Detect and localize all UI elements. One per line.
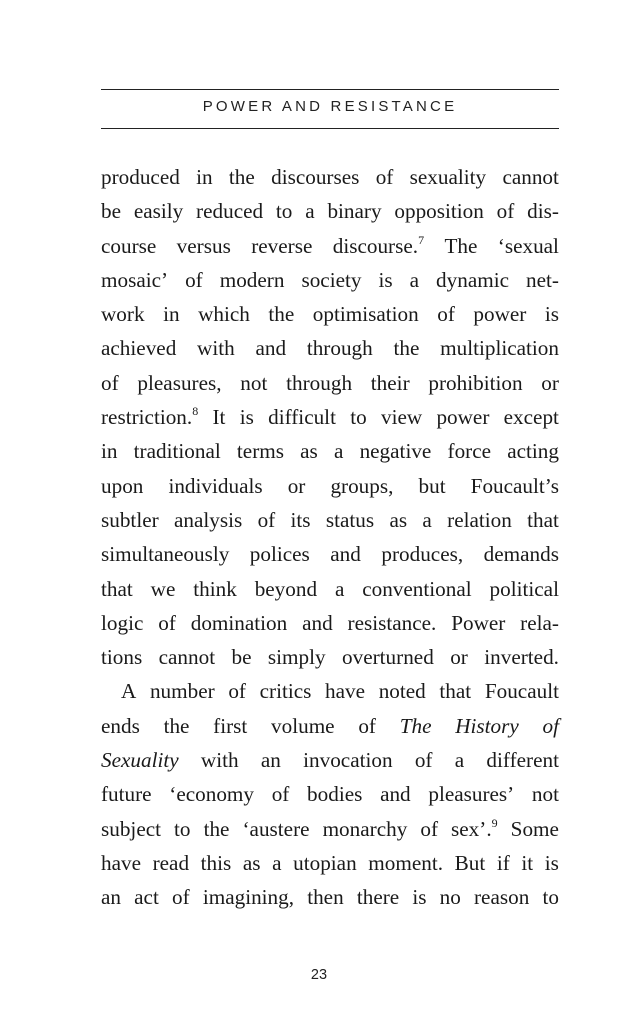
word: or (287, 473, 306, 498)
word: analysis (173, 507, 243, 532)
word: monarchy (322, 816, 408, 841)
word: of (420, 816, 438, 841)
word: a (454, 748, 465, 773)
word: domination (190, 610, 288, 635)
word: negative (359, 439, 432, 464)
word: in (101, 439, 118, 464)
word: as (389, 507, 408, 532)
word: a (305, 199, 315, 224)
word: Power (451, 610, 506, 635)
word: of (185, 267, 203, 292)
word: a (409, 267, 420, 292)
text-line (101, 743, 559, 777)
word: easily (133, 199, 184, 224)
word: not (531, 782, 559, 807)
text-line (101, 640, 559, 674)
word: or (450, 645, 468, 670)
word-with-footnote (333, 229, 424, 263)
word: ‘economy (169, 782, 255, 807)
word: except (503, 405, 559, 430)
word: as (242, 850, 261, 875)
word: tions (101, 645, 143, 670)
word: is (412, 885, 427, 910)
word: subject (101, 816, 162, 841)
word: with (200, 748, 239, 773)
word: cannot (502, 165, 559, 189)
text-line (101, 846, 559, 880)
body-text (101, 160, 559, 915)
word: of (228, 679, 246, 704)
word: to (350, 405, 367, 430)
word: acting (507, 439, 559, 464)
word: binary (327, 199, 382, 224)
word: traditional (133, 439, 221, 464)
word: we (150, 576, 176, 601)
word: or (541, 370, 559, 395)
text-line (101, 777, 559, 811)
word: the (163, 713, 190, 738)
word: think (193, 576, 237, 601)
word: discourses (271, 165, 360, 189)
word: net- (526, 267, 559, 292)
word: bodies (307, 782, 363, 807)
word: critics (259, 679, 312, 704)
word: modern (219, 267, 285, 292)
word: the (268, 302, 295, 327)
word: and (380, 782, 411, 807)
word: cannot (158, 645, 216, 670)
word: multiplication (440, 336, 559, 361)
word: this (200, 850, 232, 875)
text-line (101, 331, 559, 365)
text-line (101, 297, 559, 331)
word: society (301, 267, 362, 292)
word: the (203, 816, 230, 841)
word: demands (483, 542, 559, 567)
word: inverted. (484, 645, 559, 670)
text-line (101, 537, 559, 571)
word: versus (176, 233, 231, 258)
word: if (496, 850, 510, 875)
word: number (149, 679, 215, 704)
word: reduced (196, 199, 264, 224)
word: act (134, 885, 159, 910)
word: be (101, 199, 121, 224)
word: terms (236, 439, 284, 464)
word: dynamic (436, 267, 509, 292)
word: beyond (254, 576, 318, 601)
word: in (196, 165, 213, 189)
word: noted (378, 679, 426, 704)
word: of (437, 302, 455, 327)
italic-word: The (399, 713, 432, 738)
word: of (375, 165, 394, 189)
word: mosaic’ (101, 267, 169, 292)
word: is (544, 850, 559, 875)
word: Some (510, 816, 559, 841)
word: the (228, 165, 255, 189)
word: but (418, 473, 446, 498)
text-line (101, 812, 559, 846)
word: resistance. (347, 610, 437, 635)
word: to (174, 816, 191, 841)
word: its (290, 507, 311, 532)
word: it (521, 850, 534, 875)
word: Foucault (484, 679, 559, 704)
word: and (255, 336, 287, 361)
word: relation (447, 507, 512, 532)
word: individuals (168, 473, 263, 498)
word: a (333, 439, 344, 464)
word: restriction. (101, 405, 193, 430)
word: overturned (342, 645, 434, 670)
word: of (158, 610, 176, 635)
page-number: 23 (310, 967, 328, 983)
word: no (439, 885, 461, 910)
word: is (544, 302, 559, 327)
word: of (496, 199, 515, 224)
text-line (101, 160, 559, 194)
word: reverse (251, 233, 313, 258)
word: subtler (101, 507, 159, 532)
italic-word: Sexuality (101, 748, 179, 773)
word: that (439, 679, 472, 704)
word: to (275, 199, 293, 224)
word: imagining, (202, 885, 295, 910)
word: force (447, 439, 492, 464)
word: have (101, 850, 141, 875)
word: then (307, 885, 344, 910)
word: upon (101, 473, 144, 498)
word: an (260, 748, 281, 773)
word: utopian (293, 850, 357, 875)
text-line (101, 400, 559, 434)
header-top-rule (101, 89, 559, 90)
text-line (101, 880, 559, 914)
word: is (378, 267, 393, 292)
word: power (436, 405, 490, 430)
word: rela- (520, 610, 559, 635)
word: future (101, 782, 152, 807)
word: achieved (101, 336, 177, 361)
word: have (325, 679, 366, 704)
word: a (272, 850, 282, 875)
text-line (101, 194, 559, 228)
word: that (527, 507, 559, 532)
word: with (197, 336, 235, 361)
word: reason (474, 885, 530, 910)
word: ‘sexual (497, 233, 559, 258)
word: course (101, 233, 157, 258)
word: as (300, 439, 318, 464)
word: produced (101, 165, 180, 189)
word: of (271, 782, 290, 807)
word: of (172, 885, 190, 910)
word: prohibition (428, 370, 523, 395)
word: sexuality (409, 165, 487, 189)
word: read (152, 850, 190, 875)
text-line (101, 606, 559, 640)
word: Foucault’s (470, 473, 559, 498)
footnote-marker: 7 (418, 232, 425, 247)
word: simply (267, 645, 326, 670)
text-line (101, 366, 559, 400)
word: moment. (368, 850, 444, 875)
word: The (444, 233, 478, 258)
word: But (454, 850, 486, 875)
running-header: POWER AND RESISTANCE (202, 98, 458, 115)
word: a (422, 507, 432, 532)
word: volume (271, 713, 335, 738)
word: and (302, 610, 333, 635)
word: A (121, 679, 137, 704)
word: of (358, 713, 376, 738)
word: difficult (268, 405, 336, 430)
word: of (257, 507, 276, 532)
text-line (101, 503, 559, 537)
word: opposition (394, 199, 484, 224)
word: of (414, 748, 433, 773)
word: status (325, 507, 375, 532)
word: through (306, 336, 373, 361)
word: conventional (362, 576, 472, 601)
word: groups, (330, 473, 394, 498)
word: an (101, 885, 121, 910)
word: be (231, 645, 252, 670)
word: a (334, 576, 345, 601)
word: their (370, 370, 410, 395)
word: power (473, 302, 527, 327)
word: first (213, 713, 248, 738)
word: to (542, 885, 559, 910)
word: invocation (303, 748, 393, 773)
word: of (101, 370, 119, 395)
footnote-marker: 8 (192, 404, 199, 419)
word: is (239, 405, 254, 430)
word: there (356, 885, 400, 910)
word: sex’. (451, 816, 492, 841)
word: It (212, 405, 226, 430)
word: work (101, 302, 145, 327)
text-line (101, 674, 559, 708)
word: not (240, 370, 268, 395)
footnote-marker: 9 (491, 815, 498, 830)
text-line (101, 434, 559, 468)
word: dis- (527, 199, 559, 224)
word: ends (101, 713, 140, 738)
word: polices (249, 542, 310, 567)
word: discourse. (332, 233, 419, 258)
text-line (101, 229, 559, 263)
word: in (163, 302, 180, 327)
header-bottom-rule (101, 128, 559, 129)
word-with-footnote (101, 400, 198, 434)
word: the (393, 336, 420, 361)
word: political (489, 576, 559, 601)
italic-word: of (542, 713, 559, 738)
word-with-footnote (451, 812, 498, 846)
word: and (330, 542, 361, 567)
word: that (101, 576, 133, 601)
word: simultaneously (101, 542, 230, 567)
text-line (101, 469, 559, 503)
italic-word: History (455, 713, 519, 738)
word: produces, (381, 542, 464, 567)
word: through (286, 370, 353, 395)
text-line (101, 572, 559, 606)
word: logic (101, 610, 144, 635)
word: pleasures, (137, 370, 222, 395)
text-line (101, 709, 559, 743)
word: optimisation (312, 302, 419, 327)
word: view (380, 405, 423, 430)
text-line (101, 263, 559, 297)
word: ‘austere (242, 816, 310, 841)
word: pleasures’ (428, 782, 515, 807)
word: which (198, 302, 250, 327)
word: different (486, 748, 559, 773)
